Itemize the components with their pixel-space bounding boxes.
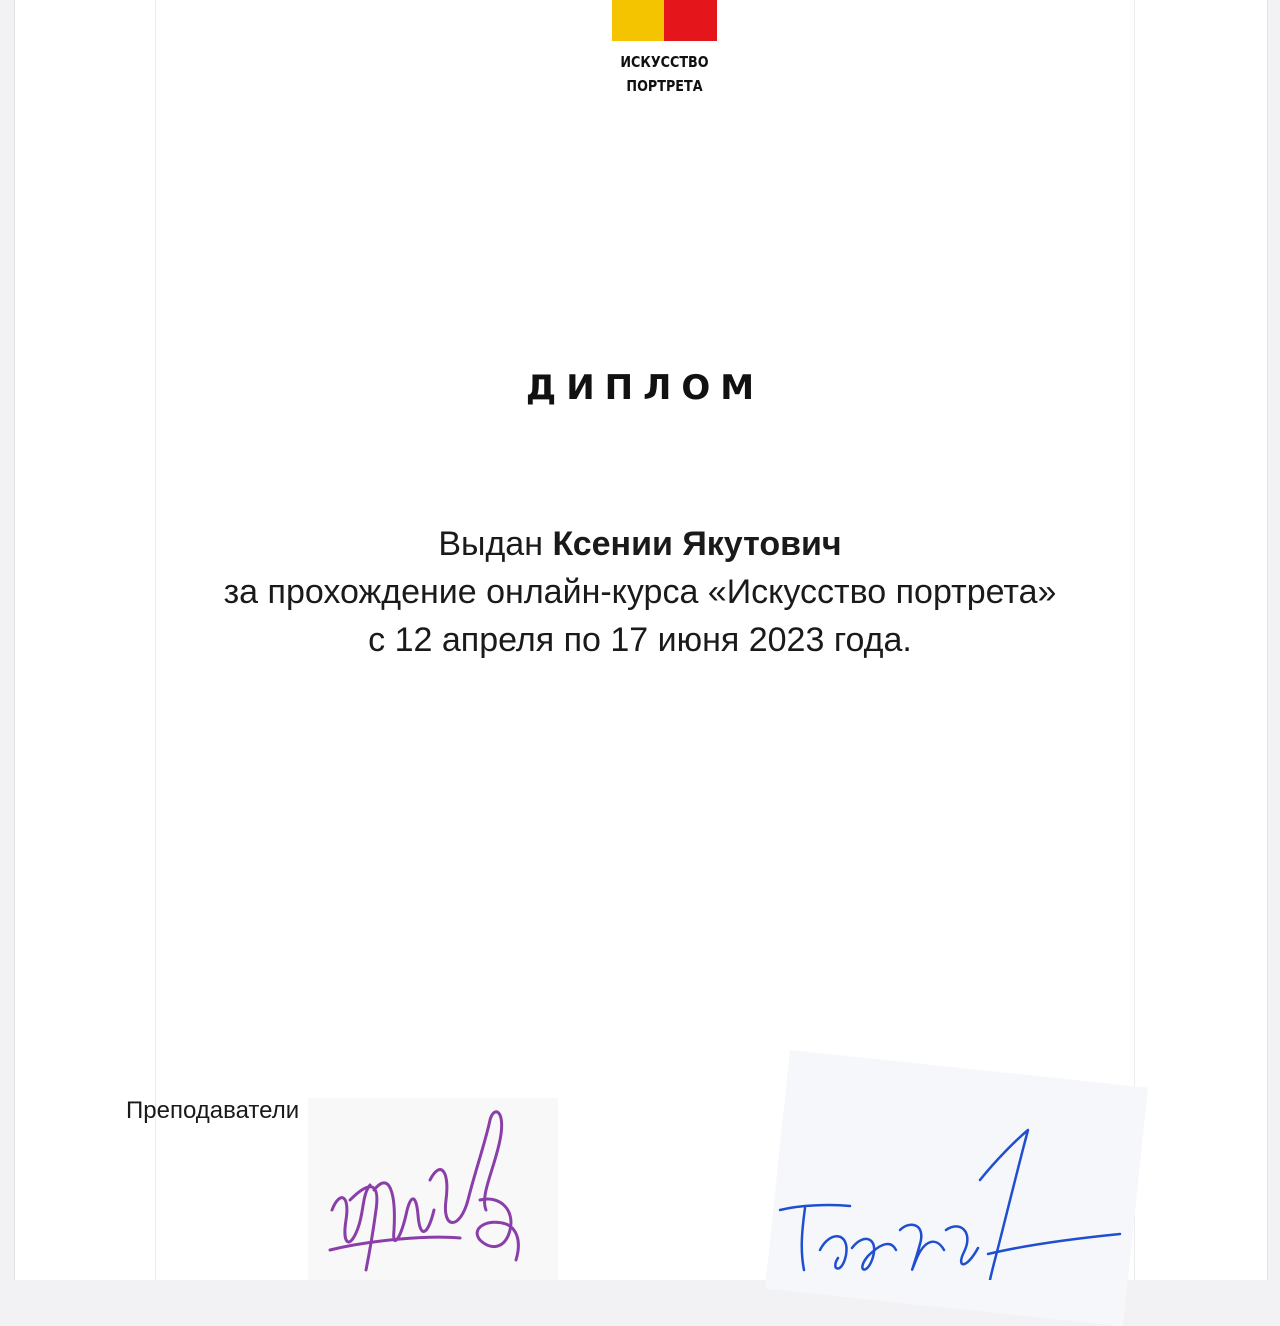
dates-line: с 12 апреля по 17 июня 2023 года. [368,621,912,659]
diploma-body [0,520,1280,664]
teachers-label: Преподаватели [126,1097,300,1124]
logo-yellow-block [612,0,664,41]
school-logo [612,0,717,100]
left-signature [310,1100,550,1280]
logo-red-block [664,0,717,41]
recipient-name: Ксении Якутович [552,525,842,563]
logo-line-2: ПОРТРЕТА [626,77,703,95]
logo-line-1: ИСКУССТВО [620,53,709,71]
diploma-title: ДИПЛОМ [525,368,765,408]
course-line: за прохождение онлайн-курса «Искусство портрета» [223,573,1057,611]
logo-text [611,50,717,98]
issued-line [0,520,1280,568]
issued-prefix: Выдан [438,525,543,563]
right-signature [760,1120,1140,1280]
